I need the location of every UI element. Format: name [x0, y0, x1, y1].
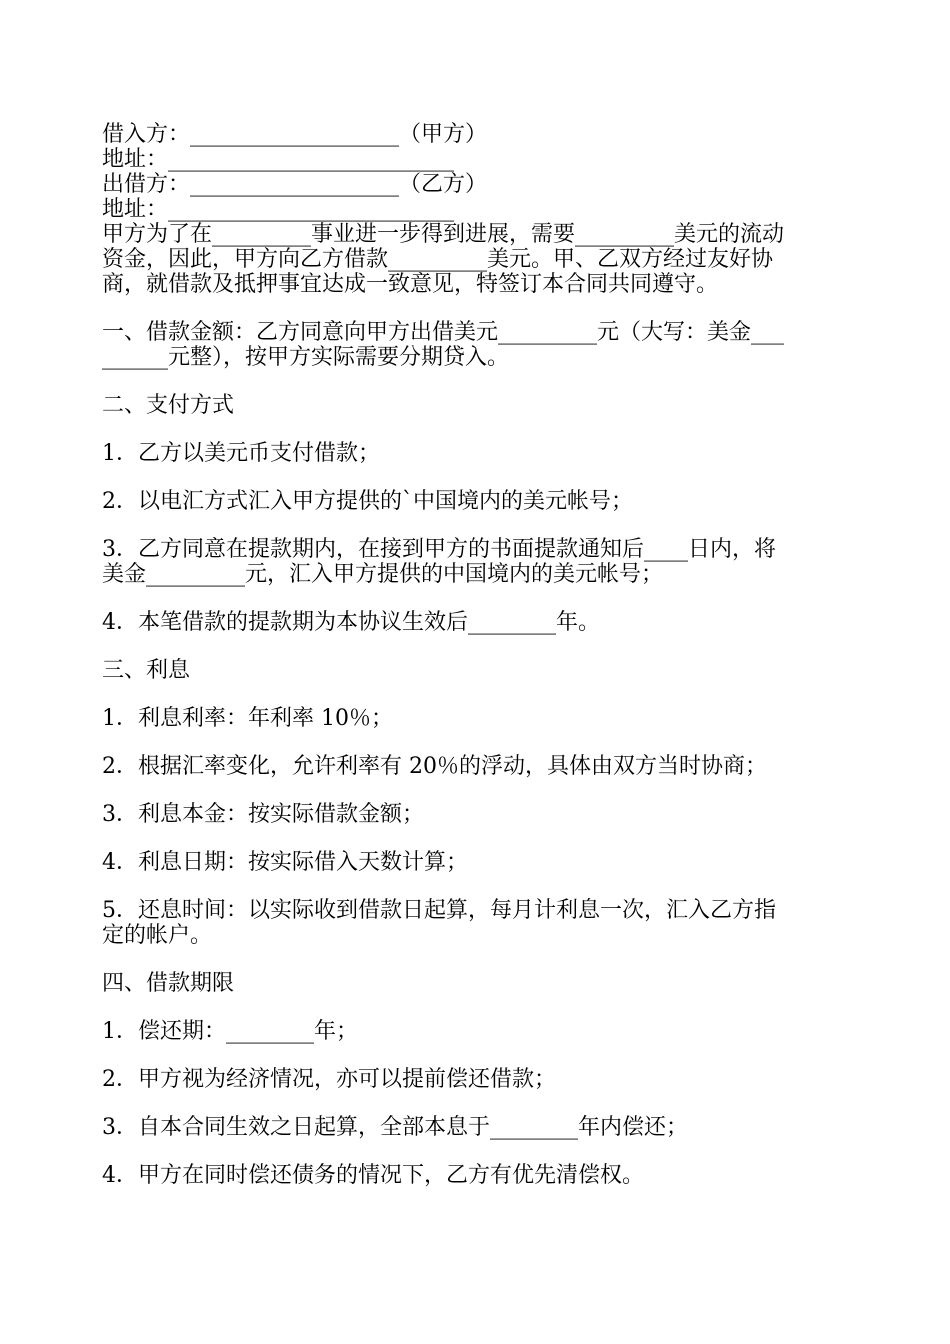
section-4-item-2: 2．甲方视为经济情况，亦可以提前偿还借款； — [102, 1067, 556, 1092]
section-2-title: 二、支付方式 — [102, 393, 235, 418]
section-1-line-1: 一、借款金额：乙方同意向甲方出借美元_________元（大写：美金___ — [102, 320, 785, 345]
section-3-item-5-line-1: 5．还息时间：以实际收到借款日起算，每月计利息一次，汇入乙方指 — [102, 898, 776, 923]
section-3-item-5-line-2: 定的帐户。 — [102, 923, 213, 948]
section-4-item-3: 3．自本合同生效之日起算，全部本息于________年内偿还； — [102, 1115, 688, 1140]
preamble-paragraph — [102, 222, 852, 297]
section-3-title: 三、利息 — [102, 658, 191, 683]
section-3-item-1: 1．利息利率：年利率 10％； — [102, 706, 393, 731]
section-3-item-5 — [102, 898, 852, 948]
section-3-item-3: 3．利息本金：按实际借款金额； — [102, 802, 424, 827]
lender-line: 出借方：___________________（乙方） — [102, 172, 488, 197]
section-2-item-2: 2．以电汇方式汇入甲方提供的`中国境内的美元帐号； — [102, 489, 633, 514]
section-3-item-2: 2．根据汇率变化，允许利率有 20％的浮动，具体由双方当时协商； — [102, 754, 767, 779]
section-4-item-1: 1．偿还期：________年； — [102, 1019, 358, 1044]
preamble-line-3: 商，就借款及抵押事宜达成一致意见，特签订本合同共同遵守。 — [102, 272, 719, 297]
section-2-item-3-line-1: 3．乙方同意在提款期内，在接到甲方的书面提款通知后____日内，将 — [102, 537, 776, 562]
preamble-line-1: 甲方为了在_________事业进一步得到进展，需要_________美元的流动 — [102, 222, 785, 247]
preamble-line-2: 资金，因此，甲方向乙方借款_________美元。甲、乙双方经过友好协 — [102, 247, 774, 272]
section-2-item-1: 1．乙方以美元币支付借款； — [102, 441, 380, 466]
section-1-line-2: ______元整），按甲方实际需要分期贷入。 — [102, 345, 510, 370]
borrower-address-line: 地址：__________________________ — [102, 147, 455, 172]
section-2-item-3-line-2: 美金_________元，汇入甲方提供的中国境内的美元帐号； — [102, 562, 664, 587]
section-2-item-4: 4．本笔借款的提款期为本协议生效后________年。 — [102, 610, 600, 635]
section-4-title: 四、借款期限 — [102, 971, 235, 996]
section-2-item-3 — [102, 537, 852, 587]
lender-address-line: 地址：__________________________ — [102, 197, 455, 222]
section-4-item-4: 4．甲方在同时偿还债务的情况下，乙方有优先清偿权。 — [102, 1163, 644, 1188]
contract-page — [102, 122, 852, 1188]
section-1-loan-amount — [102, 320, 852, 370]
borrower-line: 借入方：___________________（甲方） — [102, 122, 488, 147]
section-3-item-4: 4．利息日期：按实际借入天数计算； — [102, 850, 468, 875]
